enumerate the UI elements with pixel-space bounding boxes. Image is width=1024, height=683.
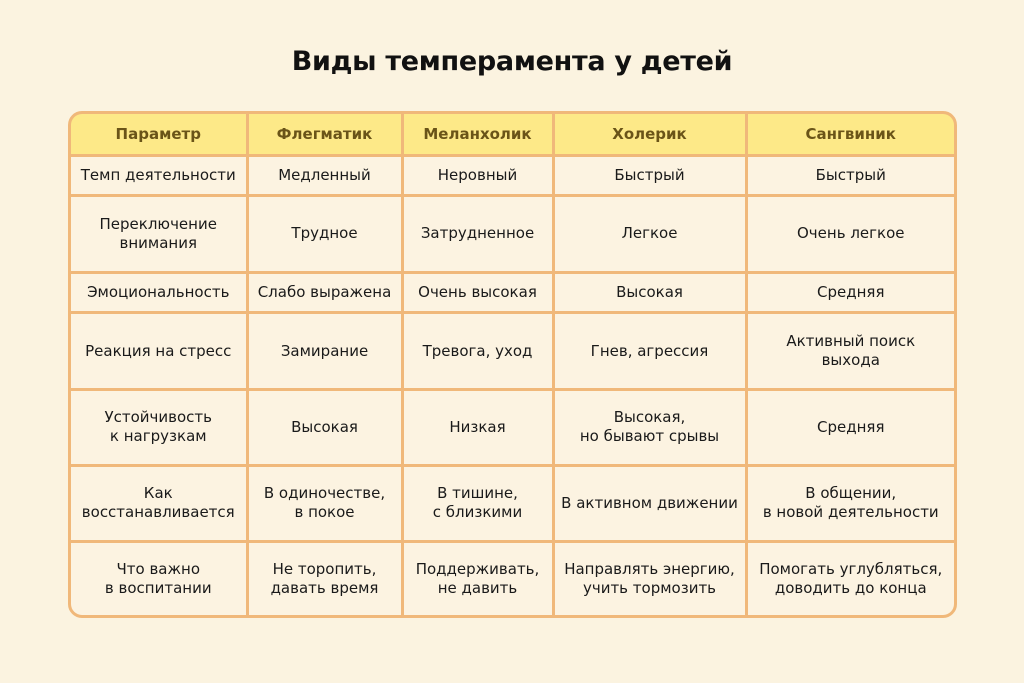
header-row <box>71 114 954 155</box>
table-row <box>71 542 954 616</box>
table-row <box>71 389 954 465</box>
temperament-grid <box>71 114 954 615</box>
table-cell: Очень легкое <box>746 196 954 272</box>
table-cell: Слабо выражена <box>247 272 402 313</box>
table-cell: Быстрый <box>746 155 954 196</box>
table-cell: Тревога, уход <box>402 313 553 389</box>
table-cell: Медленный <box>247 155 402 196</box>
table-cell: Не торопить, давать время <box>247 542 402 616</box>
table-cell: Помогать углубляться, доводить до конца <box>746 542 954 616</box>
table-cell: В активном движении <box>553 465 746 541</box>
header-cell-phlegmatic: Флегматик <box>247 114 402 155</box>
table-cell: Средняя <box>746 272 954 313</box>
table-cell: Затрудненное <box>402 196 553 272</box>
table-cell: Направлять энергию, учить тормозить <box>553 542 746 616</box>
table-cell: В общении, в новой деятельности <box>746 465 954 541</box>
page-title: Виды темперамента у детей <box>291 46 733 77</box>
table-cell: Поддерживать, не давить <box>402 542 553 616</box>
table-cell: Трудное <box>247 196 402 272</box>
table-cell: Легкое <box>553 196 746 272</box>
table-cell: Замирание <box>247 313 402 389</box>
table-cell: Неровный <box>402 155 553 196</box>
table-row <box>71 465 954 541</box>
table-row <box>71 272 954 313</box>
header-cell-melancholic: Меланхолик <box>402 114 553 155</box>
table-cell: Активный поиск выхода <box>746 313 954 389</box>
row-label: Реакция на стресс <box>71 313 247 389</box>
header-cell-sanguine: Сангвиник <box>746 114 954 155</box>
table-row <box>71 155 954 196</box>
table-cell: Быстрый <box>553 155 746 196</box>
table-cell: В одиночестве, в покое <box>247 465 402 541</box>
row-label: Темп деятельности <box>71 155 247 196</box>
table-cell: Гнев, агрессия <box>553 313 746 389</box>
row-label: Переключение внимания <box>71 196 247 272</box>
row-label: Как восстанавливается <box>71 465 247 541</box>
header-cell-parameter: Параметр <box>71 114 247 155</box>
table-row <box>71 196 954 272</box>
table-row <box>71 313 954 389</box>
temperament-table <box>68 111 957 618</box>
table-cell: Средняя <box>746 389 954 465</box>
row-label: Устойчивость к нагрузкам <box>71 389 247 465</box>
table-cell: Высокая <box>247 389 402 465</box>
table-cell: Очень высокая <box>402 272 553 313</box>
table-cell: Высокая, но бывают срывы <box>553 389 746 465</box>
table-cell: В тишине, с близкими <box>402 465 553 541</box>
table-cell: Высокая <box>553 272 746 313</box>
row-label: Что важно в воспитании <box>71 542 247 616</box>
header-cell-choleric: Холерик <box>553 114 746 155</box>
row-label: Эмоциональность <box>71 272 247 313</box>
table-cell: Низкая <box>402 389 553 465</box>
